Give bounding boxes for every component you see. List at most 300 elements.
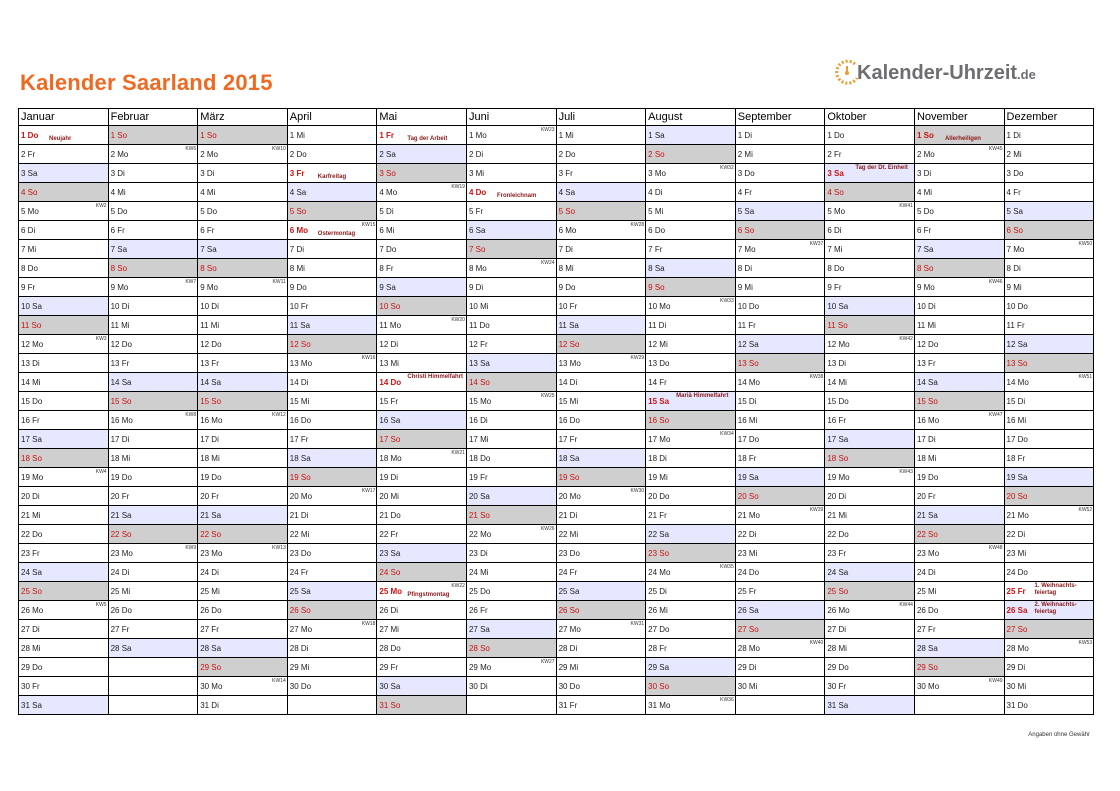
day-cell [914, 677, 1004, 696]
day-label: 2 Do [289, 150, 307, 159]
day-label: 7 Mo [1006, 245, 1025, 254]
day-cell [914, 544, 1004, 563]
day-label: 24 So [379, 568, 401, 577]
day-label: 13 Di [21, 359, 40, 368]
day-cell [825, 658, 915, 677]
day-cell [19, 126, 109, 145]
day-label: 17 So [379, 435, 401, 444]
day-label: 6 Di [21, 226, 36, 235]
month-header: Dezember [1004, 109, 1094, 126]
week-number: KW4 [95, 469, 107, 475]
day-label: 26 Mi [648, 606, 668, 615]
day-cell [1004, 525, 1094, 544]
day-cell [1004, 639, 1094, 658]
day-cell [825, 221, 915, 240]
day-label: 10 Mi [468, 302, 489, 311]
day-label: 31 Sa [827, 701, 849, 710]
day-label: 27 Do [648, 625, 670, 634]
day-cell [556, 202, 646, 221]
day-cell [556, 297, 646, 316]
day-cell [646, 525, 736, 544]
day-cell [825, 620, 915, 639]
day-cell [646, 620, 736, 639]
day-label: 18 Mi [200, 454, 220, 463]
day-label: 25 Fr [737, 587, 757, 596]
day-label: 29 Do [21, 663, 43, 672]
day-label: 28 Sa [916, 644, 938, 653]
day-cell [287, 316, 377, 335]
day-cell [914, 259, 1004, 278]
day-cell [108, 297, 198, 316]
day-cell [287, 221, 377, 240]
day-label: 21 Sa [200, 511, 222, 520]
day-cell [646, 373, 736, 392]
holiday-label: Tag der Dt. Einheit [855, 165, 908, 171]
day-cell [646, 392, 736, 411]
day-cell [825, 316, 915, 335]
day-cell [1004, 126, 1094, 145]
day-cell [914, 278, 1004, 297]
day-cell [287, 297, 377, 316]
day-label: 11 Fr [1006, 321, 1025, 330]
day-cell [825, 696, 915, 715]
day-cell [19, 449, 109, 468]
day-cell [556, 544, 646, 563]
day-cell [914, 354, 1004, 373]
day-cell [646, 563, 736, 582]
day-cell [556, 392, 646, 411]
day-cell [108, 145, 198, 164]
day-cell [377, 506, 467, 525]
day-label: 24 Mi [468, 568, 489, 577]
day-cell [735, 582, 825, 601]
day-label: 7 Sa [916, 245, 934, 254]
day-label: 31 Fr [558, 701, 578, 710]
day-label: 19 So [289, 473, 311, 482]
day-label: 25 So [827, 587, 849, 596]
week-number: KW32 [720, 165, 734, 171]
day-cell [198, 525, 288, 544]
day-label: 20 Fr [200, 492, 219, 501]
day-label: 1 Do [827, 131, 845, 140]
day-cell [556, 316, 646, 335]
day-cell [646, 468, 736, 487]
day-label: 27 So [1006, 625, 1028, 634]
week-number: KW3 [95, 336, 107, 342]
month-header: Oktober [825, 109, 915, 126]
day-label: 9 Mi [737, 283, 753, 292]
day-cell [646, 183, 736, 202]
day-label: 1 Mo [468, 131, 487, 140]
day-label: 4 Do [468, 188, 487, 197]
day-label: 6 Sa [468, 226, 486, 235]
day-cell [735, 373, 825, 392]
day-cell [19, 582, 109, 601]
week-number: KW23 [540, 127, 555, 133]
day-cell [914, 373, 1004, 392]
day-label: 25 Sa [558, 587, 580, 596]
day-cell [646, 145, 736, 164]
day-label: 13 Mi [379, 359, 399, 368]
day-cell [108, 563, 198, 582]
day-cell [735, 316, 825, 335]
day-label: 12 Sa [1006, 340, 1028, 349]
day-label: 29 Mi [558, 663, 579, 672]
day-cell [735, 468, 825, 487]
day-label: 17 Fr [558, 435, 578, 444]
day-label: 13 Sa [468, 359, 490, 368]
day-cell [198, 563, 288, 582]
week-number: KW40 [809, 640, 824, 646]
day-cell [914, 639, 1004, 658]
day-cell [377, 696, 467, 715]
day-label: 14 Mi [21, 378, 41, 387]
day-label: 23 Mi [737, 549, 758, 558]
day-label: 14 Di [289, 378, 309, 387]
day-label: 8 Fr [379, 264, 394, 273]
day-cell [108, 487, 198, 506]
day-cell [914, 449, 1004, 468]
week-number: KW27 [540, 659, 555, 665]
day-cell [825, 278, 915, 297]
day-cell [108, 373, 198, 392]
day-label: 2 Mi [737, 150, 753, 159]
day-label: 20 Fr [110, 492, 130, 501]
day-label: 1 Sa [648, 131, 665, 140]
day-cell [287, 639, 377, 658]
day-cell [19, 240, 109, 259]
day-label: 8 Do [21, 264, 38, 273]
day-label: 26 So [289, 606, 311, 615]
week-number: KW29 [630, 355, 645, 361]
day-cell [19, 411, 109, 430]
day-cell [19, 658, 109, 677]
day-label: 5 Di [379, 207, 394, 216]
week-number: KW28 [630, 222, 645, 228]
month-header: Februar [108, 109, 198, 126]
day-cell [646, 582, 736, 601]
day-label: 27 Mo [289, 625, 313, 634]
day-label: 17 Sa [21, 435, 42, 444]
day-cell [914, 183, 1004, 202]
week-number: KW44 [899, 602, 913, 608]
day-cell [198, 354, 288, 373]
day-cell [825, 373, 915, 392]
day-cell [825, 411, 915, 430]
day-cell [287, 145, 377, 164]
day-label: 9 Fr [21, 283, 36, 292]
day-label: 21 Mo [1006, 511, 1029, 520]
day-label: 13 Mo [558, 359, 581, 368]
day-label: 29 Mi [289, 663, 310, 672]
day-cell [19, 354, 109, 373]
day-label: 23 Fr [827, 549, 847, 558]
day-label: 26 So [558, 606, 580, 615]
day-label: 28 Fr [648, 644, 667, 653]
day-label: 15 Do [21, 397, 43, 406]
day-cell [198, 373, 288, 392]
logo-tld: .de [1017, 67, 1036, 82]
empty-cell [914, 696, 1004, 715]
day-cell [646, 221, 736, 240]
day-cell [198, 601, 288, 620]
day-cell [198, 658, 288, 677]
day-label: 13 Mo [289, 359, 313, 368]
day-cell [556, 468, 646, 487]
day-label: 10 Do [737, 302, 760, 311]
day-label: 5 Mo [21, 207, 39, 216]
week-number: KW7 [185, 279, 197, 285]
day-cell [287, 202, 377, 221]
day-cell [466, 506, 556, 525]
day-label: 8 Mi [289, 264, 305, 273]
day-cell [198, 221, 288, 240]
brand-logo[interactable] [835, 52, 1085, 96]
day-cell [825, 297, 915, 316]
day-cell [825, 240, 915, 259]
day-cell [735, 487, 825, 506]
day-label: 12 Do [110, 340, 132, 349]
day-cell [287, 411, 377, 430]
day-cell [377, 316, 467, 335]
day-label: 10 Sa [21, 302, 42, 311]
day-cell [19, 430, 109, 449]
day-cell [466, 278, 556, 297]
day-cell [19, 335, 109, 354]
day-cell [646, 696, 736, 715]
day-cell [19, 487, 109, 506]
day-label: 18 Mi [916, 454, 937, 463]
day-cell [556, 145, 646, 164]
day-cell [287, 430, 377, 449]
day-label: 21 Sa [916, 511, 938, 520]
day-cell [198, 278, 288, 297]
day-label: 14 So [468, 378, 490, 387]
day-cell [1004, 582, 1094, 601]
day-label: 6 Mi [379, 226, 395, 235]
day-label: 16 Fr [827, 416, 847, 425]
day-cell [377, 544, 467, 563]
day-label: 20 Di [21, 492, 40, 501]
day-label: 20 Do [648, 492, 670, 501]
disclaimer: Angaben ohne Gewähr [1028, 732, 1090, 738]
day-label: 31 Mo [648, 701, 671, 710]
week-number: KW22 [451, 583, 465, 589]
day-label: 22 Fr [379, 530, 399, 539]
week-number: KW51 [1078, 374, 1093, 380]
day-label: 27 Mo [558, 625, 581, 634]
day-label: 4 Mo [379, 188, 398, 197]
day-cell [19, 468, 109, 487]
day-cell [466, 164, 556, 183]
day-cell [19, 601, 109, 620]
day-cell [735, 658, 825, 677]
day-label: 25 So [21, 587, 42, 596]
day-label: 13 Fr [916, 359, 936, 368]
day-cell [466, 297, 556, 316]
day-cell [735, 411, 825, 430]
day-label: 3 Di [916, 169, 932, 178]
day-label: 29 Fr [379, 663, 399, 672]
day-cell [825, 430, 915, 449]
day-cell [825, 582, 915, 601]
empty-cell [287, 696, 377, 715]
week-number: KW41 [899, 203, 913, 209]
day-label: 4 Sa [289, 188, 307, 197]
day-cell [914, 658, 1004, 677]
day-cell [646, 449, 736, 468]
week-number: KW20 [451, 317, 465, 323]
day-cell [735, 449, 825, 468]
month-header: November [914, 109, 1004, 126]
day-label: 17 Mi [468, 435, 489, 444]
day-cell [735, 544, 825, 563]
day-cell [198, 639, 288, 658]
day-label: 15 Fr [379, 397, 399, 406]
day-cell [735, 202, 825, 221]
day-label: 11 Fr [737, 321, 756, 330]
day-label: 7 Di [289, 245, 305, 254]
day-label: 17 Di [200, 435, 219, 444]
day-label: 17 Do [1006, 435, 1028, 444]
day-cell [466, 316, 556, 335]
day-label: 26 Sa [1006, 606, 1028, 615]
week-number: KW2 [95, 203, 107, 209]
day-cell [287, 468, 377, 487]
day-cell [735, 430, 825, 449]
day-cell [914, 221, 1004, 240]
day-label: 13 So [737, 359, 759, 368]
day-label: 15 So [110, 397, 132, 406]
day-cell [466, 677, 556, 696]
day-label: 16 Sa [379, 416, 401, 425]
day-cell [377, 221, 467, 240]
month-header: Juli [556, 109, 646, 126]
day-cell [825, 392, 915, 411]
day-cell [825, 202, 915, 221]
day-label: 29 Do [827, 663, 849, 672]
week-number: KW45 [988, 146, 1003, 152]
day-cell [466, 525, 556, 544]
day-label: 15 Mi [558, 397, 579, 406]
day-label: 30 Fr [21, 682, 40, 691]
day-label: 31 Do [1006, 701, 1028, 710]
day-cell [825, 563, 915, 582]
day-label: 24 Di [110, 568, 130, 577]
day-cell [646, 240, 736, 259]
day-cell [287, 525, 377, 544]
day-label: 27 Fr [200, 625, 219, 634]
day-cell [466, 373, 556, 392]
day-cell [646, 316, 736, 335]
day-cell [914, 411, 1004, 430]
day-label: 15 So [200, 397, 222, 406]
day-label: 25 Mi [110, 587, 131, 596]
day-cell [198, 696, 288, 715]
holiday-label: Tag der Arbeit [407, 136, 448, 142]
day-cell [1004, 620, 1094, 639]
day-label: 30 Mo [916, 682, 940, 691]
day-cell [19, 506, 109, 525]
day-label: 17 Fr [289, 435, 309, 444]
day-label: 22 Do [827, 530, 849, 539]
day-label: 24 Sa [21, 568, 42, 577]
day-cell [466, 563, 556, 582]
day-label: 18 Di [648, 454, 667, 463]
day-cell [287, 183, 377, 202]
day-label: 18 So [21, 454, 42, 463]
day-label: 9 Mi [1006, 283, 1022, 292]
week-number: KW37 [809, 241, 824, 247]
day-cell [1004, 354, 1094, 373]
day-label: 11 Sa [289, 321, 311, 330]
day-cell [735, 677, 825, 696]
day-cell [646, 354, 736, 373]
day-cell [735, 525, 825, 544]
day-label: 19 Di [379, 473, 399, 482]
day-label: 30 Fr [827, 682, 847, 691]
week-number: KW24 [540, 260, 555, 266]
day-cell [198, 620, 288, 639]
day-label: 19 Mo [827, 473, 850, 482]
day-label: 19 Sa [737, 473, 759, 482]
day-label: 10 Fr [289, 302, 309, 311]
day-cell [646, 259, 736, 278]
day-cell [108, 506, 198, 525]
day-cell [19, 563, 109, 582]
day-cell [735, 259, 825, 278]
day-label: 15 Di [1006, 397, 1026, 406]
day-label: 8 Di [1006, 264, 1021, 273]
day-cell [556, 696, 646, 715]
day-label: 18 Sa [558, 454, 580, 463]
day-cell [646, 202, 736, 221]
day-cell [1004, 202, 1094, 221]
day-cell [1004, 373, 1094, 392]
day-label: 7 Fr [648, 245, 663, 254]
day-cell [646, 126, 736, 145]
day-label: 21 Di [289, 511, 309, 520]
week-number: KW33 [720, 298, 734, 304]
day-label: 14 Fr [648, 378, 667, 387]
day-cell [198, 544, 288, 563]
day-label: 23 Do [558, 549, 580, 558]
day-cell [914, 316, 1004, 335]
day-cell [466, 354, 556, 373]
day-cell [735, 240, 825, 259]
week-number: KW12 [272, 412, 286, 418]
day-label: 19 Fr [468, 473, 488, 482]
day-label: 6 Fr [110, 226, 125, 235]
week-number: KW19 [451, 184, 465, 190]
day-cell [1004, 658, 1094, 677]
day-cell [646, 506, 736, 525]
day-cell [914, 506, 1004, 525]
day-label: 25 Do [468, 587, 491, 596]
day-cell [377, 658, 467, 677]
day-label: 13 Di [827, 359, 847, 368]
day-label: 3 Sa [21, 169, 38, 178]
week-number: KW11 [272, 279, 286, 285]
day-cell [556, 240, 646, 259]
day-cell [466, 202, 556, 221]
day-cell [825, 487, 915, 506]
day-cell [735, 506, 825, 525]
day-label: 6 So [737, 226, 755, 235]
day-label: 6 Fr [200, 226, 215, 235]
day-cell [19, 392, 109, 411]
day-label: 9 Sa [379, 283, 396, 292]
